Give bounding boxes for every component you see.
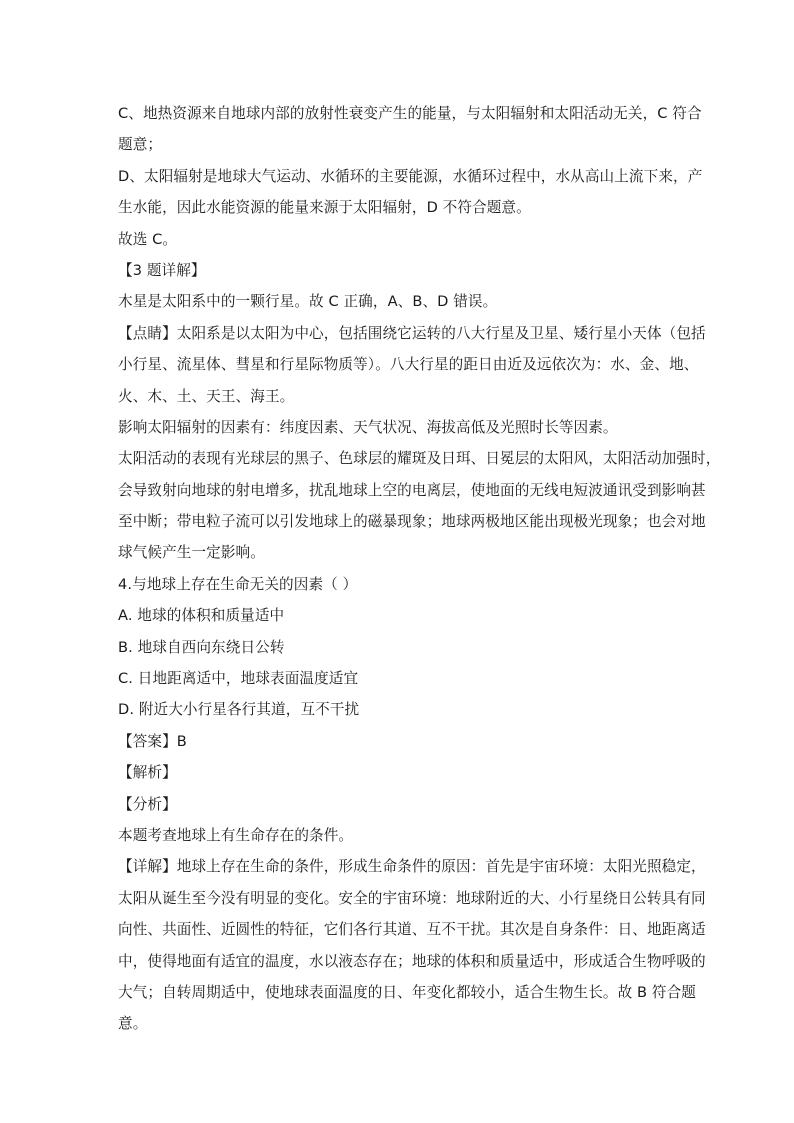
section-heading: 【3 题详解】	[118, 261, 206, 279]
text-line: 球气候产生一定影响。	[118, 544, 265, 562]
text-line: 太阳从诞生至今没有明显的变化。安全的宇宙环境：地球附近的大、小行星绕日公转具有同	[118, 889, 706, 907]
text-line: 影响太阳辐射的因素有：纬度因素、天气状况、海拔高低及光照时长等因素。	[118, 418, 618, 436]
text-line: 故选 C。	[118, 230, 178, 248]
text-line: 木星是太阳系中的一颗行星。故 C 正确，A、B、D 错误。	[118, 293, 498, 311]
text-line: 大气；自转周期适中，使地球表面温度的日、年变化都较小，适合生物生长。故 B 符合题	[118, 983, 696, 1001]
text-line: 火、木、土、天王、海王。	[118, 387, 295, 405]
text-line: 至中断；带电粒子流可以引发地球上的磁暴现象；地球两极地区能出现极光现象；也会对地	[118, 513, 706, 531]
text-line: 【点睛】太阳系是以太阳为中心，包括围绕它运转的八大行星及卫星、矮行星小天体（包括	[118, 324, 706, 342]
text-line: 向性、共面性、近圆性的特征，它们各行其道、互不干扰。其次是自身条件：日、地距离适	[118, 921, 706, 939]
document-page	[118, 98, 721, 1040]
text-line: 题意；	[118, 136, 163, 154]
option-b: B. 地球自西向东绕日公转	[118, 638, 285, 656]
text-line: 生水能，因此水能资源的能量来源于太阳辐射，D 不符合题意。	[118, 199, 531, 217]
question-stem: 4.与地球上存在生命无关的因素（ ）	[118, 575, 358, 593]
section-heading: 【解析】	[118, 764, 177, 782]
section-heading: 【分析】	[118, 795, 177, 813]
text-line: 本题考查地球上有生命存在的条件。	[118, 826, 354, 844]
text-line: 中，使得地面有适宜的温度，水以液态存在；地球的体积和质量适中，形成适合生物呼吸的	[118, 952, 706, 970]
text-line: 会导致射向地球的射电增多，扰乱地球上空的电离层，使地面的无线电短波通讯受到影响甚	[118, 481, 706, 499]
text-line: 太阳活动的表现有光球层的黑子、色球层的耀斑及日珥、日冕层的太阳风，太阳活动加强时，	[118, 450, 721, 468]
option-c: C. 日地距离适中，地球表面温度适宜	[118, 670, 359, 688]
answer-line: 【答案】B	[118, 732, 187, 750]
option-d: D. 附近大小行星各行其道，互不干扰	[118, 701, 360, 719]
text-line: C、地热资源来自地球内部的放射性衰变产生的能量，与太阳辐射和太阳活动无关，C 符合	[118, 105, 702, 122]
text-line: 【详解】地球上存在生命的条件，形成生命条件的原因：首先是宇宙环境：太阳光照稳定，	[118, 858, 706, 876]
text-line: 意。	[118, 1015, 148, 1033]
text-line: 小行星、流星体、彗星和行星际物质等）。八大行星的距日由近及远依次为：水、金、地、	[118, 356, 699, 374]
text-line: D、太阳辐射是地球大气运动、水循环的主要能源，水循环过程中，水从高山上流下来，产	[118, 167, 703, 185]
option-a: A. 地球的体积和质量适中	[118, 607, 285, 625]
